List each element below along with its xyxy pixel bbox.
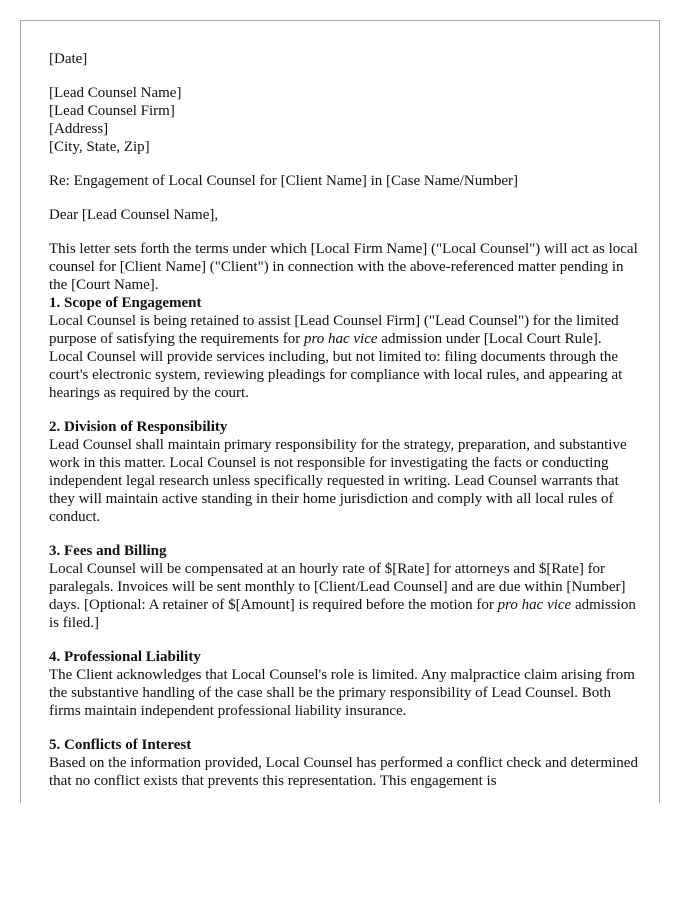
subject-line — [49, 172, 639, 190]
section-text-part: admission is filed.] — [49, 597, 636, 631]
section-text: Based on the information provided, Local Counsel has performed a conflict check and determined that no conflict exists that prevents this representation. This engagement is — [49, 755, 638, 789]
subject-text: Re: Engagement of Local Counsel for [Client Name] in [Case Name/Number] — [49, 173, 519, 189]
section-text — [49, 560, 639, 632]
emphasis-text: pro hac vice — [303, 331, 378, 347]
section-heading: 1. Scope of Engagement — [49, 295, 202, 311]
section-heading: 4. Professional Liability — [49, 649, 201, 665]
section-liability — [49, 648, 639, 720]
section-text-part: Local Counsel is being retained to assist [Lead Counsel Firm] ("Lead Counsel") for the limited purpose of satisfying the requirements for — [49, 313, 619, 347]
section-text: The Client acknowledges that Local Counsel's role is limited. Any malpractice claim arising from the substantive handling of the case shall be the primary responsibility of Lead Counsel. Both firms maintain independent professional liability insurance. — [49, 667, 635, 719]
emphasis-text: pro hac vice — [497, 597, 572, 613]
section-heading: 5. Conflicts of Interest — [49, 737, 192, 753]
section-text-part: Local Counsel will be compensated at an hourly rate of $[Rate] for attorneys and $[Rate] for paralegals. Invoices will be sent monthly to [Client/Lead Counsel] and are due within [Number] days. [Optional: A retainer of $[Amount] is required before the motion for — [49, 561, 626, 613]
section-heading: 2. Division of Responsibility — [49, 419, 228, 435]
letter-body — [49, 50, 639, 803]
recipient-address-line: [Address] — [49, 121, 109, 137]
date-text: [Date] — [49, 51, 88, 67]
section-heading: 3. Fees and Billing — [49, 543, 167, 559]
recipient-city-state-zip: [City, State, Zip] — [49, 139, 150, 155]
section-conflicts — [49, 736, 639, 790]
salutation — [49, 206, 639, 224]
recipient-firm: [Lead Counsel Firm] — [49, 103, 175, 119]
date-line — [49, 50, 639, 68]
section-text — [49, 312, 639, 402]
section-fees — [49, 542, 639, 632]
section-scope — [49, 294, 639, 402]
salutation-text: Dear [Lead Counsel Name], — [49, 207, 219, 223]
intro-paragraph: This letter sets forth the terms under which [Local Firm Name] ("Local Counsel") will act as local counsel for [Client Name] ("Client") in connection with the above-referenced matter pending in the [Court Name]. — [49, 241, 638, 293]
recipient-address — [49, 84, 639, 156]
section-text-part: admission under [Local Court Rule]. Local Counsel will provide services including, but not limited to: filing documents through the court's electronic system, reviewing pleadings for compliance with local rules, and appearing at hearings as required by the court. — [49, 331, 623, 401]
section-division — [49, 418, 639, 526]
section-text: Lead Counsel shall maintain primary responsibility for the strategy, preparation, and substantive work in this matter. Local Counsel is not responsible for investigating the facts or conducting independent legal research unless specifically requested in writing. Lead Counsel warrants that they will maintain active standing in their home jurisdiction and comply with all local rules of conduct. — [49, 437, 627, 525]
letter-page — [20, 20, 660, 803]
recipient-name: [Lead Counsel Name] — [49, 85, 182, 101]
